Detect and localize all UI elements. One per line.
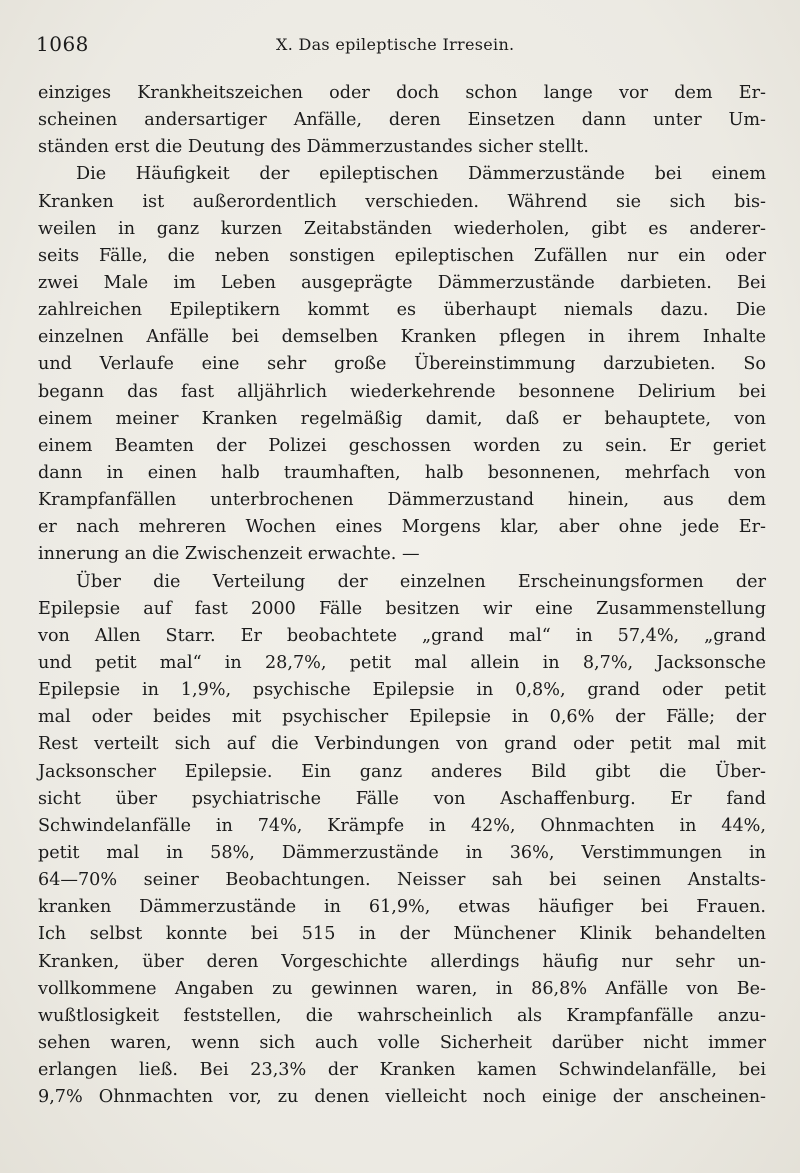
text-line: einem Beamten der Polizei geschossen worden zu sein. Er geriet — [38, 435, 766, 456]
text-line: Rest verteilt sich auf die Verbindungen von grand oder petit mal mit — [38, 734, 766, 755]
text-line: zwei Male im Leben ausgeprägte Dämmerzustände darbieten. Bei — [38, 272, 766, 293]
text-line: weilen in ganz kurzen Zeitabständen wiederholen, gibt es anderer- — [38, 218, 766, 239]
text-line: erlangen ließ. Bei 23,3% der Kranken kamen Schwindelanfälle, bei — [38, 1060, 766, 1081]
text-line: innerung an die Zwischenzeit erwachte. — — [38, 544, 420, 565]
page-header — [36, 30, 764, 60]
text-line: mal oder beides mit psychischer Epilepsie in 0,6% der Fälle; der — [38, 707, 766, 728]
text-line: Epilepsie auf fast 2000 Fälle besitzen wir eine Zusammenstellung — [38, 598, 766, 619]
text-line: Kranken ist außerordentlich verschieden. Während sie sich bis- — [38, 191, 766, 212]
text-line: 64—70% seiner Beobachtungen. Neisser sah bei seinen Anstalts- — [38, 870, 766, 891]
text-line: sicht über psychiatrische Fälle von Aschaffenburg. Er fand — [38, 788, 766, 809]
text-line: seits Fälle, die neben sonstigen epileptischen Zufällen nur ein oder — [38, 245, 766, 266]
text-line: einzelnen Anfälle bei demselben Kranken pflegen in ihrem Inhalte — [38, 327, 766, 348]
text-line: ständen erst die Deutung des Dämmerzustandes sicher stellt. — [38, 137, 589, 158]
text-line: einem meiner Kranken regelmäßig damit, daß er behauptete, von — [38, 408, 766, 429]
text-line: sehen waren, wenn sich auch volle Sicherheit darüber nicht immer — [38, 1032, 766, 1053]
body-text — [38, 80, 766, 1111]
text-line: Ich selbst konnte bei 515 in der Münchener Klinik behandelten — [38, 924, 766, 945]
text-line: und Verlaufe eine sehr große Übereinstimmung darzubieten. So — [38, 354, 766, 375]
text-line: Jacksonscher Epilepsie. Ein ganz anderes Bild gibt die Über- — [38, 761, 766, 782]
text-line: kranken Dämmerzustände in 61,9%, etwas häufiger bei Frauen. — [38, 897, 766, 918]
text-line: Schwindelanfälle in 74%, Krämpfe in 42%, Ohnmachten in 44%, — [38, 815, 766, 836]
text-line: er nach mehreren Wochen eines Morgens klar, aber ohne jede Er- — [38, 517, 766, 538]
text-line: Die Häufigkeit der epileptischen Dämmerzustände bei einem — [76, 164, 766, 185]
text-line: wußtlosigkeit feststellen, die wahrscheinlich als Krampfanfälle anzu- — [38, 1005, 766, 1026]
text-line: Krampfanfällen unterbrochenen Dämmerzustand hinein, aus dem — [38, 490, 766, 511]
text-line: 9,7% Ohnmachten vor, zu denen vielleicht noch einige der anscheinen- — [38, 1087, 766, 1108]
text-line: von Allen Starr. Er beobachtete „grand mal“ in 57,4%, „grand — [38, 625, 766, 646]
text-line: petit mal in 58%, Dämmerzustände in 36%, Verstimmungen in — [38, 842, 766, 863]
text-line: vollkommene Angaben zu gewinnen waren, in 86,8% Anfälle von Be- — [38, 978, 766, 999]
page-number: 1068 — [36, 32, 89, 56]
text-line: zahlreichen Epileptikern kommt es überhaupt niemals dazu. Die — [38, 300, 766, 321]
text-line: begann das fast alljährlich wiederkehrende besonnene Delirium bei — [38, 381, 766, 402]
text-line: einziges Krankheitszeichen oder doch schon lange vor dem Er- — [38, 83, 766, 103]
text-line: und petit mal“ in 28,7%, petit mal allein in 8,7%, Jacksonsche — [38, 652, 766, 673]
text-line: Kranken, über deren Vorgeschichte allerdings häufig nur sehr un- — [38, 951, 766, 972]
text-line: dann in einen halb traumhaften, halb besonnenen, mehrfach von — [38, 462, 766, 483]
text-line: Über die Verteilung der einzelnen Erscheinungsformen der — [76, 571, 766, 592]
running-title: X. Das epileptische Irresein. — [276, 35, 515, 54]
text-line: scheinen andersartiger Anfälle, deren Einsetzen dann unter Um- — [38, 110, 766, 131]
text-line: Epilepsie in 1,9%, psychische Epilepsie in 0,8%, grand oder petit — [38, 680, 766, 701]
